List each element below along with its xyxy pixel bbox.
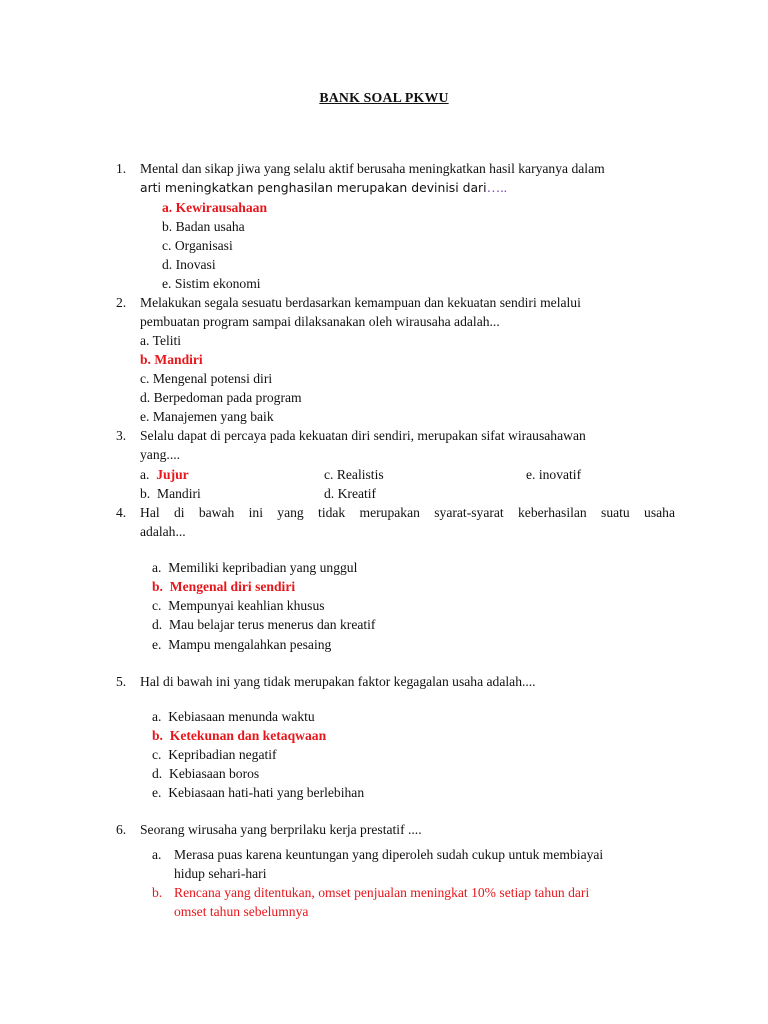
option: c. Mengenal potensi diri	[140, 371, 273, 386]
option-correct: a. Kewirausahaan	[162, 200, 268, 215]
question-text-line: Hal di bawah ini yang tidak merupakan faktor kegagalan usaha adalah....	[140, 674, 536, 689]
option-correct-text-line: Rencana yang ditentukan, omset penjualan meningkat 10% setiap tahun dari	[174, 885, 590, 900]
question-text-line: Selalu dapat di percaya pada kekuatan diri sendiri, merupakan sifat wirausahawan	[140, 428, 586, 443]
question-text-line: Seorang wirusaha yang berprilaku kerja prestatif ....	[140, 822, 422, 837]
trailing-dots: …..	[486, 180, 507, 195]
option-correct: b. Mandiri	[140, 352, 203, 367]
option-correct: b. Mengenal diri sendiri	[152, 579, 296, 594]
question-number: 2.	[116, 295, 127, 310]
option: d. Berpedoman pada program	[140, 390, 302, 405]
question-text-line: pembuatan program sampai dilaksanakan oleh wirausaha adalah...	[140, 314, 500, 329]
question-number: 6.	[116, 822, 127, 837]
question-number: 4.	[116, 505, 127, 520]
option-correct-text-line: omset tahun sebelumnya	[174, 904, 309, 919]
question-text-line: Melakukan segala sesuatu berdasarkan kemampuan dan kekuatan sendiri melalui	[140, 295, 581, 310]
option: e. Manajemen yang baik	[140, 409, 274, 424]
option: d. Inovasi	[162, 257, 216, 272]
page-title: BANK SOAL PKWU	[319, 90, 449, 105]
option: a. Memiliki kepribadian yang unggul	[152, 560, 358, 575]
question-number: 5.	[116, 674, 127, 689]
question-text-line: adalah...	[140, 524, 186, 539]
option: b. Mandiri	[140, 486, 201, 501]
option: e. Kebiasaan hati-hati yang berlebihan	[152, 785, 365, 800]
option: c. Kepribadian negatif	[152, 747, 277, 762]
option-correct: Jujur	[156, 467, 189, 482]
option-text-line: hidup sehari-hari	[174, 866, 267, 881]
option: e. inovatif	[526, 467, 582, 482]
option: e. Mampu mengalahkan pesaing	[152, 637, 332, 652]
question-text-line: arti meningkatkan penghasilan merupakan devinisi dari…..	[140, 180, 507, 195]
question-text-line: Hal di bawah ini yang tidak merupakan syarat-syarat keberhasilan suatu usaha	[140, 505, 675, 520]
option: d. Mau belajar terus menerus dan kreatif	[152, 617, 376, 632]
option: a. Teliti	[140, 333, 182, 348]
question-text-line: yang....	[140, 447, 181, 462]
option-correct-letter: b.	[152, 885, 163, 900]
option-letter: a.	[152, 847, 162, 862]
question-number: 1.	[116, 161, 127, 176]
option-correct: b. Ketekunan dan ketaqwaan	[152, 728, 327, 743]
option-text-line: Merasa puas karena keuntungan yang diperoleh sudah cukup untuk membiayai	[174, 847, 604, 862]
option: a. Jujur	[140, 467, 189, 482]
question-text-line: Mental dan sikap jiwa yang selalu aktif berusaha meningkatkan hasil karyanya dalam	[140, 161, 605, 176]
option: b. Badan usaha	[162, 219, 245, 234]
option: a. Kebiasaan menunda waktu	[152, 709, 315, 724]
option: e. Sistim ekonomi	[162, 276, 261, 291]
option: c. Organisasi	[162, 238, 233, 253]
option: d. Kreatif	[324, 486, 377, 501]
question-number: 3.	[116, 428, 127, 443]
option: d. Kebiasaan boros	[152, 766, 260, 781]
option: c. Mempunyai keahlian khusus	[152, 598, 325, 613]
option: c. Realistis	[324, 467, 384, 482]
